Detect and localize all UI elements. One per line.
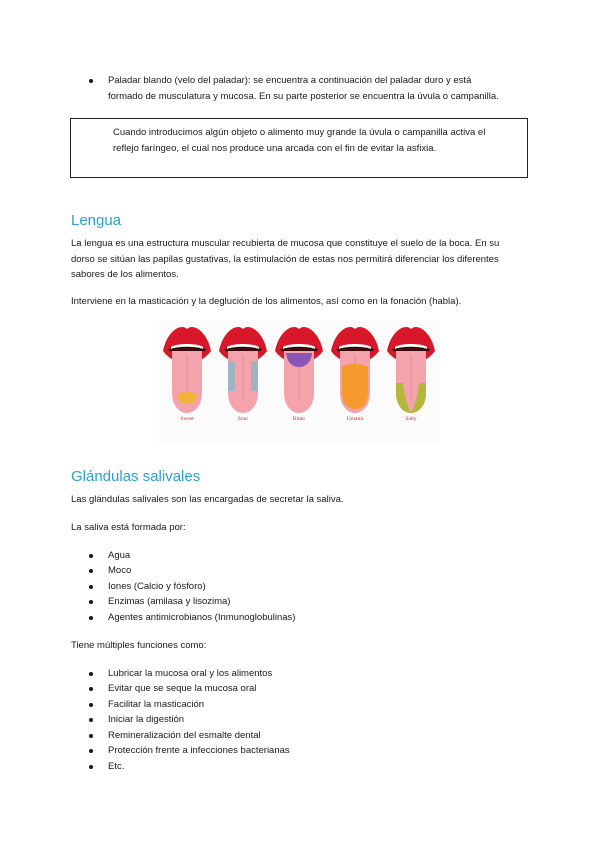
bullet-dot <box>89 734 93 738</box>
bullet-dot <box>89 554 93 558</box>
taste-label: Sour <box>237 416 249 422</box>
tongue-bitter <box>275 327 323 413</box>
tongue-illustration <box>159 321 440 443</box>
section-title-lengua: Lengua <box>71 212 122 229</box>
note-box <box>70 118 528 178</box>
taste-label: Umami <box>346 416 364 422</box>
taste-label: Bitter <box>292 416 306 422</box>
tongue-taste-figure <box>159 321 440 443</box>
section-title-glandulas: Glándulas salivales <box>71 468 201 485</box>
note-line: reflejo faríngeo, el cual nos produce una arcada con el fin de evitar la asfixia. <box>113 143 437 154</box>
paragraph-line: Interviene en la masticación y la deglución de los alimentos, así como en la fonación (habla). <box>71 296 462 307</box>
bullet-dot <box>89 765 93 769</box>
bullet-dot <box>89 79 93 83</box>
paragraph-line: Paladar blando (velo del paladar): se encuentra a continuación del paladar duro y está <box>108 75 472 86</box>
taste-label: Salty <box>405 416 417 422</box>
paragraph-line: sabores de los alimentos. <box>71 269 179 280</box>
bullet-dot <box>89 687 93 691</box>
bullet-dot <box>89 718 93 722</box>
list-heading: Tiene múltiples funciones como: <box>71 640 207 651</box>
paragraph-line: La lengua es una estructura muscular recubierta de mucosa que constituye el suelo de la boca. En su <box>71 238 500 249</box>
bullet-dot <box>89 616 93 620</box>
tongue-salty <box>387 327 435 413</box>
document-page: Paladar blando (velo del paladar): se encuentra a continuación del paladar duro y está formado de musculatura y mucosa. En su parte posterior se encuentra la úvula o campanilla. Cuando introducimos algún objeto o alimento muy grande la úvula o campanilla activa el reflejo faríngeo, el cual nos produce una arcada con el fin de evitar la asfixia. Lengua La lengua es una estructura muscular recubierta de mucosa que constituye el suelo de la boca. En su dorso se sitúan las papilas gustativas, la estimulación de estas nos permitirá diferenciar los diferentes sabores de los alimentos. Interviene en la masticación y la deglución de los alimentos, así como en la fonación (habla). Sweet Sour Bitter Umami Salty Glándulas salivales Las glándulas salivales son las encargadas de secretar la saliva. La saliva está formada por: Agua Moco Iones (Calcio y fósforo) Enzimas (amilasa y lisozima) Agentes antimicrobianos (Inmunoglobulinas) Tiene múltiples funciones como: Lubricar la mucosa oral y los alimentos Evitar que se seque la mucosa oral Facilitar la masticación Iniciar la digestión Remineralización del esmalte dental Protección frente a infecciones bacterianas Etc. <box>0 0 600 848</box>
bullet-dot <box>89 749 93 753</box>
tongue-umami <box>331 327 379 413</box>
taste-label: Sweet <box>180 416 194 422</box>
paragraph-line: Las glándulas salivales son las encargadas de secretar la saliva. <box>71 494 344 505</box>
bullet-dot <box>89 672 93 676</box>
bullet-dot <box>89 569 93 573</box>
paragraph-line: dorso se sitúan las papilas gustativas, la estimulación de estas nos permitirá diferenciar los diferentes <box>71 254 499 265</box>
bullet-dot <box>89 585 93 589</box>
tongue-sweet <box>163 327 211 413</box>
tongue-sour <box>219 327 267 413</box>
list-heading: La saliva está formada por: <box>71 522 186 533</box>
bullet-dot <box>89 703 93 707</box>
paragraph-line: formado de musculatura y mucosa. En su parte posterior se encuentra la úvula o campanilla. <box>108 91 499 102</box>
bullet-dot <box>89 600 93 604</box>
note-line: Cuando introducimos algún objeto o alimento muy grande la úvula o campanilla activa el <box>113 127 486 138</box>
